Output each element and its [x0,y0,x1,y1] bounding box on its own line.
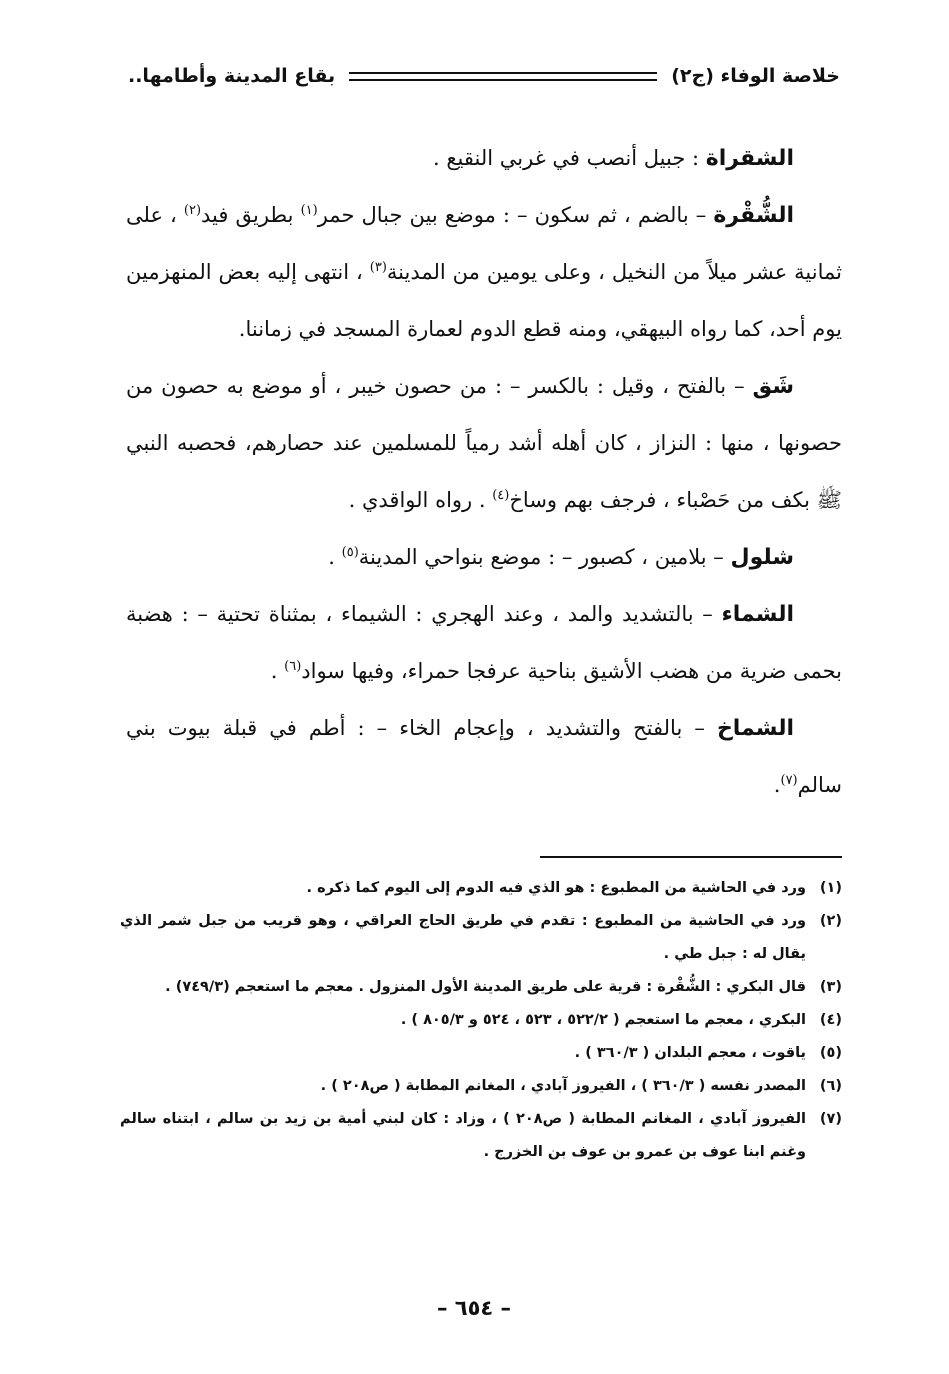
footnote-ref[interactable]: (٧) [780,773,798,788]
footnote [120,971,842,1004]
entry-term: شلول [730,545,794,570]
entry-text: ، انتهى إليه بعض المنهزمين يوم أحد، كما رواه البيهقي، ومنه قطع الدوم لعمارة المسجد في زماننا. [126,260,842,341]
main-text [126,130,842,814]
footnotes [120,872,842,1169]
section-title: بقاع المدينة وأطامها.. [128,65,336,87]
entry-shalul [126,529,842,586]
footnote-ref[interactable]: (٢) [183,203,202,218]
footnote-text: قال البكري : الشُّقْرة : قرية على طريق المدينة الأول المنزول . معجم ما استعجم (٧٤٩/٣) . [165,979,806,995]
entry-term: شَق [752,374,794,399]
footnote [120,872,842,905]
footnote-text: البكري ، معجم ما استعجم ( ٥٢٢/٢ ، ٥٢٣ ، ٥٢٤ و ٨٠٥/٣ ) . [400,1012,806,1028]
entry-shaqrat [126,130,842,187]
entry-text: . [328,545,342,569]
entry-text: – بلامين ، كصبور – : موضع بنواحي المدينة [358,545,731,569]
entry-text: . [270,659,285,683]
entry-text: – بالفتح ، وقيل : بالكسر – : من حصون خيبر ، أو موضع به حصون من حصونها ، منها : النزاز ، كان أهله أشد رمياً للمسلمين عند حصارهم، فحصبه النبي ﷺ بكف من حَصْباء ، فرجف بهم وساخ [126,374,842,512]
entry-text: . رواه الواقدي . [348,488,493,512]
book-title: خلاصة الوفاء (ج٢) [671,65,840,87]
entry-term: الشقراة [705,146,794,171]
footnote-number: (٣) [819,979,842,995]
footnote-ref[interactable]: (٥) [341,545,359,560]
footnote [120,1004,842,1037]
footnote-text: ورد في الحاشية من المطبوع : تقدم في طريق الحاج العراقي ، وهو قريب من جبل شمر الذي يقال له : جبل طي . [120,913,806,962]
entry-term: الشُّقْرة [713,203,795,228]
running-header [128,58,840,94]
entry-shaq [126,358,842,529]
footnote-text: ورد في الحاشية من المطبوع : هو الذي فيه الدوم إلى اليوم كما ذكره . [306,880,806,896]
header-rule [349,72,657,81]
footnote-ref[interactable]: (١) [300,203,318,218]
entry-text: ، على ثمانية عشر ميلاً من النخيل ، وعلى يومين من المدينة [126,203,842,284]
footnote-number: (٧) [819,1111,842,1127]
footnote [120,1103,842,1169]
footnote [120,1070,842,1103]
footnote-text: ياقوت ، معجم البلدان ( ٣٦٠/٣ ) . [574,1045,806,1061]
footnote-separator [540,856,842,858]
entry-text: : جبيل أنصب في غربي النقيع . [433,146,706,170]
footnote-text: الفيروز آبادي ، المغانم المطابة ( ص٢٠٨ ) ، وزاد : كان لبني أمية بن زيد بن سالم ، ابتناه سالم وغنم ابنا عوف بن عمرو بن عوف بن الخزرج . [120,1111,806,1160]
entry-text: – بالفتح والتشديد ، وإعجام الخاء – : أطم في قبلة بيوت بني سالم [126,716,842,797]
entry-shuqra [126,187,842,358]
footnote [120,905,842,971]
page-number: – ٦٥٤ – [436,1296,512,1320]
footnote-ref[interactable]: (٤) [492,488,510,503]
footnote-ref[interactable]: (٣) [369,260,387,275]
entry-text: بطريق فيد [201,203,301,227]
footnote-number: (٤) [819,1012,842,1028]
footnote-ref[interactable]: (٦) [284,659,302,674]
footnote-text: المصدر نفسه ( ٣٦٠/٣ ) ، الفيروز آبادي ، المغانم المطابة ( ص٢٠٨ ) . [320,1078,806,1094]
entry-shamma [126,586,842,700]
entry-term: الشماخ [716,716,794,741]
entry-text: – بالضم ، ثم سكون – : موضع بين جبال حمر [317,203,714,227]
entry-text: – بالتشديد والمد ، وعند الهجري : الشيماء ، بمثناة تحتية – : هضبة بحمى ضرية من هضب الأشيق بناحية عرفجا حمراء، وفيها سواد [126,602,842,683]
footnote-number: (١) [819,880,842,896]
footnote-number: (٦) [819,1078,842,1094]
entry-text: . [773,773,781,797]
entry-term: الشماء [721,602,794,627]
entry-shammakh [126,700,842,814]
footnote-number: (٥) [819,1045,842,1061]
footnote [120,1037,842,1070]
footnote-number: (٢) [819,913,842,929]
